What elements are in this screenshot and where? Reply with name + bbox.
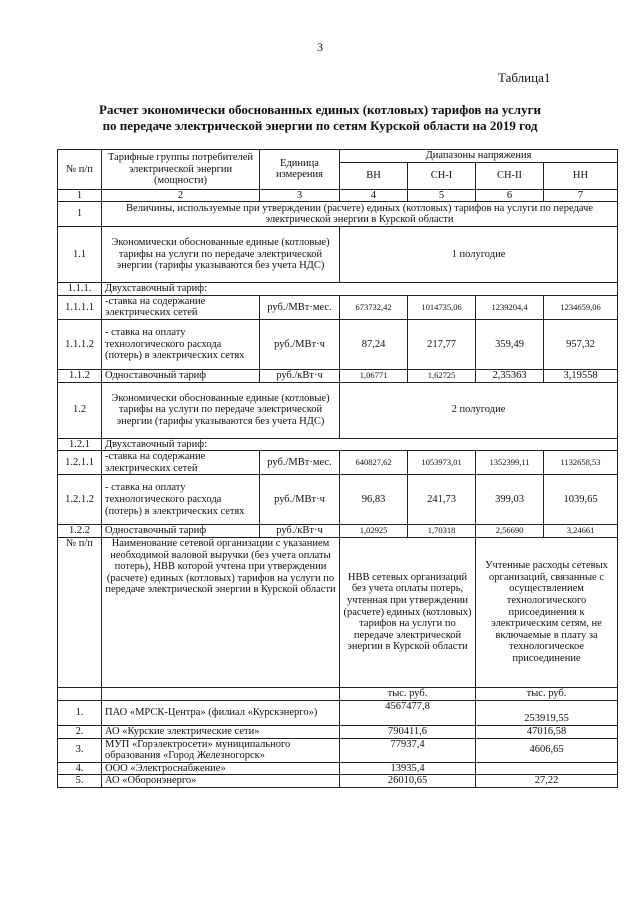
header-num: № п/п xyxy=(58,150,102,190)
table-row-num: 1.1.1.2 xyxy=(58,319,102,369)
org-row-nvv: 4567477,8 xyxy=(340,700,476,725)
title-line-1: Расчет экономически обоснованных единых (котловых) тарифов на услуги xyxy=(99,102,541,117)
table-cell-sn2: 2,35363 xyxy=(476,369,544,382)
section1-num: 1 xyxy=(58,202,102,227)
header-unit: Единица измерения xyxy=(260,150,340,190)
table-cell-vn: 640827,62 xyxy=(340,451,408,475)
header-ranges: Диапазоны напряжения xyxy=(340,150,618,163)
table-row-label: -ставка на содержание электрических сетей xyxy=(102,451,260,475)
org-header-nvv: НВВ сетевых организаций без учета оплаты потерь, учтенная при утверждении (расчете) единых (котловых) тарифов на услуги по передаче электрической энергии в Курской области xyxy=(340,537,476,687)
table-cell-vn: 673732,42 xyxy=(340,295,408,319)
org-row-nvv: 13935,4 xyxy=(340,762,476,775)
col-number: 4 xyxy=(340,189,408,202)
table-cell-nn: 3,19558 xyxy=(544,369,618,382)
table-row-label: - ставка на оплату технологического расхода (потерь) в электрических сетях xyxy=(102,319,260,369)
half2-two-rate-label: Двухставочный тариф: xyxy=(102,438,618,451)
table-cell-sn1: 1,62725 xyxy=(408,369,476,382)
org-row-costs: 4606,65 xyxy=(476,738,618,762)
table-row-label: Одноставочный тариф xyxy=(102,525,260,538)
org-row-num: 2. xyxy=(58,725,102,738)
org-row-name: МУП «Горэлектросети» муниципального образования «Город Железногорск» xyxy=(102,738,340,762)
table-cell-nn: 957,32 xyxy=(544,319,618,369)
half1-two-rate-num: 1.1.1. xyxy=(58,283,102,296)
col-number: 7 xyxy=(544,189,618,202)
tariff-table xyxy=(57,149,618,788)
half1-two-rate-label: Двухставочный тариф: xyxy=(102,283,618,296)
half2-text: Экономически обоснованные единые (котловые) тарифы на услуги по передаче электрической энергии (тарифы указываются без учета НДС) xyxy=(102,382,340,438)
table-row-unit: руб./МВт·мес. xyxy=(260,451,340,475)
table-cell-vn: 96,83 xyxy=(340,475,408,525)
table-row-num: 1.2.1.2 xyxy=(58,475,102,525)
org-row-name: АО «Курские электрические сети» xyxy=(102,725,340,738)
org-row-name: ООО «Электроснабжение» xyxy=(102,762,340,775)
table-row-label: Одноставочный тариф xyxy=(102,369,260,382)
table-cell-sn1: 1014735,06 xyxy=(408,295,476,319)
table-cell-vn: 1,02925 xyxy=(340,525,408,538)
table-cell-vn: 1,06771 xyxy=(340,369,408,382)
table-cell-nn: 1039,65 xyxy=(544,475,618,525)
half2-two-rate-num: 1.2.1 xyxy=(58,438,102,451)
table-cell-sn2: 1352399,11 xyxy=(476,451,544,475)
col-number: 5 xyxy=(408,189,476,202)
header-sn2: СН-II xyxy=(476,162,544,189)
table-row-num: 1.2.1.1 xyxy=(58,451,102,475)
page-number: 3 xyxy=(317,40,323,54)
org-header-costs: Учтенные расходы сетевых организаций, связанные с осуществлением технологического присоединения к электрическим сетям, не включаемые в плату за технологическое присоединение xyxy=(476,537,618,687)
col-number: 1 xyxy=(58,189,102,202)
org-row-num: 1. xyxy=(58,700,102,725)
table-cell-nn: 1234659,06 xyxy=(544,295,618,319)
org-row-costs: 253919,55 xyxy=(476,700,618,725)
table-cell-sn1: 1,70318 xyxy=(408,525,476,538)
table-row-num: 1.1.2 xyxy=(58,369,102,382)
table-row-unit: руб./МВт·ч xyxy=(260,319,340,369)
section1-text: Величины, используемые при утверждении (расчете) единых (котловых) тарифов на услуги по передаче электрической энергии в Курской области xyxy=(102,202,618,227)
title-line-2: по передаче электрической энергии по сетям Курской области на 2019 год xyxy=(102,118,538,133)
table-cell-sn1: 217,77 xyxy=(408,319,476,369)
org-header-name: Наименование сетевой организации с указанием необходимой валовой выручки (без учета оплаты потерь), НВВ которой учтена при утверждении (расчете) единых (котловых) тарифов на услуги по передаче электрической энергии в Курской области xyxy=(102,537,340,687)
table-cell-sn1: 241,73 xyxy=(408,475,476,525)
half1-num: 1.1 xyxy=(58,227,102,283)
table-cell-sn2: 399,03 xyxy=(476,475,544,525)
org-header-unit-costs: тыс. руб. xyxy=(476,687,618,700)
table-cell-vn: 87,24 xyxy=(340,319,408,369)
org-header-unit-nvv: тыс. руб. xyxy=(340,687,476,700)
org-row-nvv: 790411,6 xyxy=(340,725,476,738)
table-cell-nn: 3,24661 xyxy=(544,525,618,538)
org-row-costs: 27,22 xyxy=(476,775,618,788)
header-sn1: СН-I xyxy=(408,162,476,189)
org-row-nvv: 77937,4 xyxy=(340,738,476,762)
col-number: 3 xyxy=(260,189,340,202)
table-row-label: - ставка на оплату технологического расхода (потерь) в электрических сетях xyxy=(102,475,260,525)
table-row-unit: руб./кВт·ч xyxy=(260,525,340,538)
table-row-unit: руб./МВт·ч xyxy=(260,475,340,525)
table-cell-sn1: 1053973,01 xyxy=(408,451,476,475)
half1-text: Экономически обоснованные единые (котловые) тарифы на услуги по передаче электрической энергии (тарифы указываются без учета НДС) xyxy=(102,227,340,283)
half2-num: 1.2 xyxy=(58,382,102,438)
table-cell-sn2: 2,56690 xyxy=(476,525,544,538)
table-row-label: -ставка на содержание электрических сетей xyxy=(102,295,260,319)
org-row-num: 4. xyxy=(58,762,102,775)
header-nn: НН xyxy=(544,162,618,189)
table-row-unit: руб./МВт·мес. xyxy=(260,295,340,319)
document-title xyxy=(40,102,600,134)
org-row-num: 5. xyxy=(58,775,102,788)
header-groups: Тарифные группы потребителей электрической энергии (мощности) xyxy=(102,150,260,190)
org-row-num: 3. xyxy=(58,738,102,762)
org-row-nvv: 26010,65 xyxy=(340,775,476,788)
half2-period: 2 полугодие xyxy=(340,382,618,438)
table-row-num: 1.2.2 xyxy=(58,525,102,538)
org-row-name: ПАО «МРСК-Центра» (филиал «Курскэнерго») xyxy=(102,700,340,725)
table-cell-sn2: 1239204,4 xyxy=(476,295,544,319)
col-number: 2 xyxy=(102,189,260,202)
table-row-num: 1.1.1.1 xyxy=(58,295,102,319)
table-cell-nn: 1132658,53 xyxy=(544,451,618,475)
header-vn: ВН xyxy=(340,162,408,189)
org-row-name: АО «Оборонэнерго» xyxy=(102,775,340,788)
org-row-costs xyxy=(476,762,618,775)
table-row-unit: руб./кВт·ч xyxy=(260,369,340,382)
half1-period: 1 полугодие xyxy=(340,227,618,283)
col-number: 6 xyxy=(476,189,544,202)
org-header-num: № п/п xyxy=(58,537,102,687)
table-label: Таблица1 xyxy=(498,70,551,85)
table-cell-sn2: 359,49 xyxy=(476,319,544,369)
org-row-costs: 47016,58 xyxy=(476,725,618,738)
